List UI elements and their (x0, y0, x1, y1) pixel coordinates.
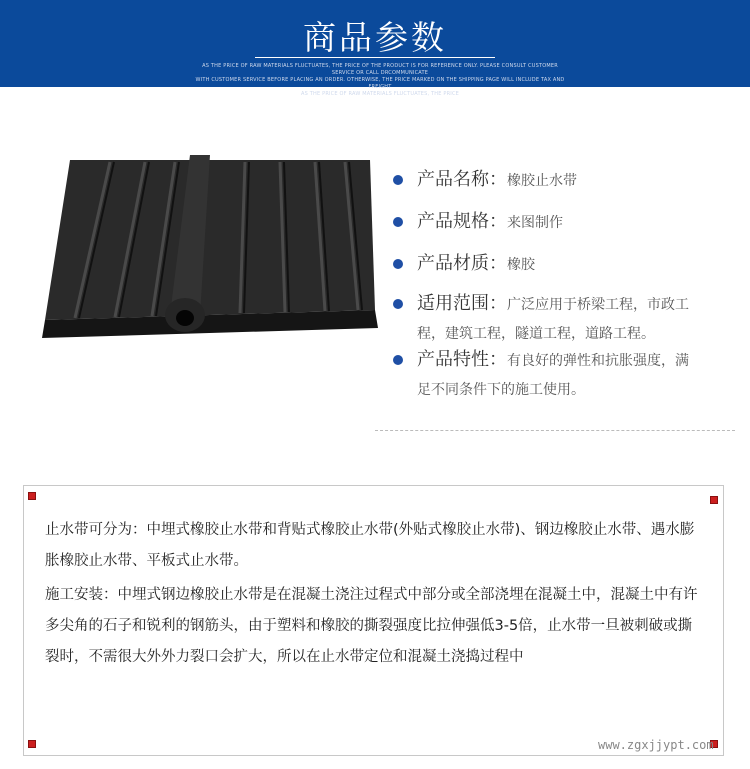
watermark: www.zgxjjypt.com (598, 738, 714, 752)
bullet-icon (393, 175, 403, 185)
description-paragraph: 止水带可分为：中埋式橡胶止水带和背贴式橡胶止水带(外贴式橡胶止水带)、钢边橡胶止水带、遇水膨胀橡胶止水带、平板式止水带。 (45, 522, 695, 569)
spec-value: 来图制作 (507, 215, 563, 231)
spec-value: 橡胶止水带 (507, 173, 577, 189)
spec-value-cont: 程，建筑工程，隧道工程，道路工程。 (417, 326, 655, 342)
corner-marker-icon (28, 740, 36, 748)
spec-item-name: 产品名称：橡胶止水带 (393, 166, 743, 195)
spec-value: 广泛应用于桥梁工程，市政工 (507, 297, 689, 313)
description-text (45, 515, 705, 676)
dashed-divider (375, 430, 735, 431)
title-divider (255, 57, 495, 58)
bullet-icon (393, 217, 403, 227)
spec-label: 适用范围 (417, 293, 489, 314)
spec-value: 有良好的弹性和抗胀强度，满 (507, 353, 689, 369)
header-banner (0, 0, 750, 97)
spec-value: 橡胶 (507, 257, 535, 273)
corner-marker-icon (710, 496, 718, 504)
banner-note-line-1: AS THE PRICE OF RAW MATERIALS FLUCTUATES, THE PRICE OF THE PRODUCT IS FOR REFERENCE ONLY. PLEASE CONSULT CUSTOMER SERVICE OR CALL DRCOMMUNICATE (202, 63, 558, 76)
spec-label: 产品材质 (417, 253, 489, 274)
description-paragraph: 施工安装：中埋式钢边橡胶止水带是在混凝土浇注过程式中部分或全部浇埋在混凝土中，混凝土中有许多尖角的石子和锐利的钢筋头，由于塑料和橡胶的撕裂强度比拉伸强低3-5倍，止水带一旦被刺破或撕裂时，不需很大外外力裂口会扩大，所以在止水带定位和混凝土浇捣过程中 (45, 587, 698, 665)
banner-note-line-2: WITH CUSTOMER SERVICE BEFORE PLACING AN ORDER. OTHERWISE, THE PRICE MARKED ON THE SHIPPING PAGE WILL INCLUDE TAX AND FREIGHT (195, 77, 565, 90)
spec-item-scope: 适用范围：广泛应用于桥梁工程，市政工 程，建筑工程，隧道工程，道路工程。 (393, 290, 743, 349)
spec-label: 产品名称 (417, 169, 489, 190)
spec-item-material: 产品材质：橡胶 (393, 250, 743, 279)
product-image (40, 150, 380, 350)
bullet-icon (393, 259, 403, 269)
bullet-icon (393, 355, 403, 365)
page-title: 商品参数 (303, 18, 447, 57)
spec-label: 产品规格 (417, 211, 489, 232)
bullet-icon (393, 299, 403, 309)
spec-label: 产品特性 (417, 349, 489, 370)
spec-item-size: 产品规格：来图制作 (393, 208, 743, 237)
corner-marker-icon (28, 492, 36, 500)
banner-note-line-3: AS THE PRICE OF RAW MATERIALS FLUCTUATES, THE PRICE (300, 91, 460, 97)
banner-note (190, 63, 570, 98)
spec-item-feature: 产品特性：有良好的弹性和抗胀强度，满 足不同条件下的施工使用。 (393, 346, 743, 405)
spec-value-cont: 足不同条件下的施工使用。 (417, 382, 585, 398)
